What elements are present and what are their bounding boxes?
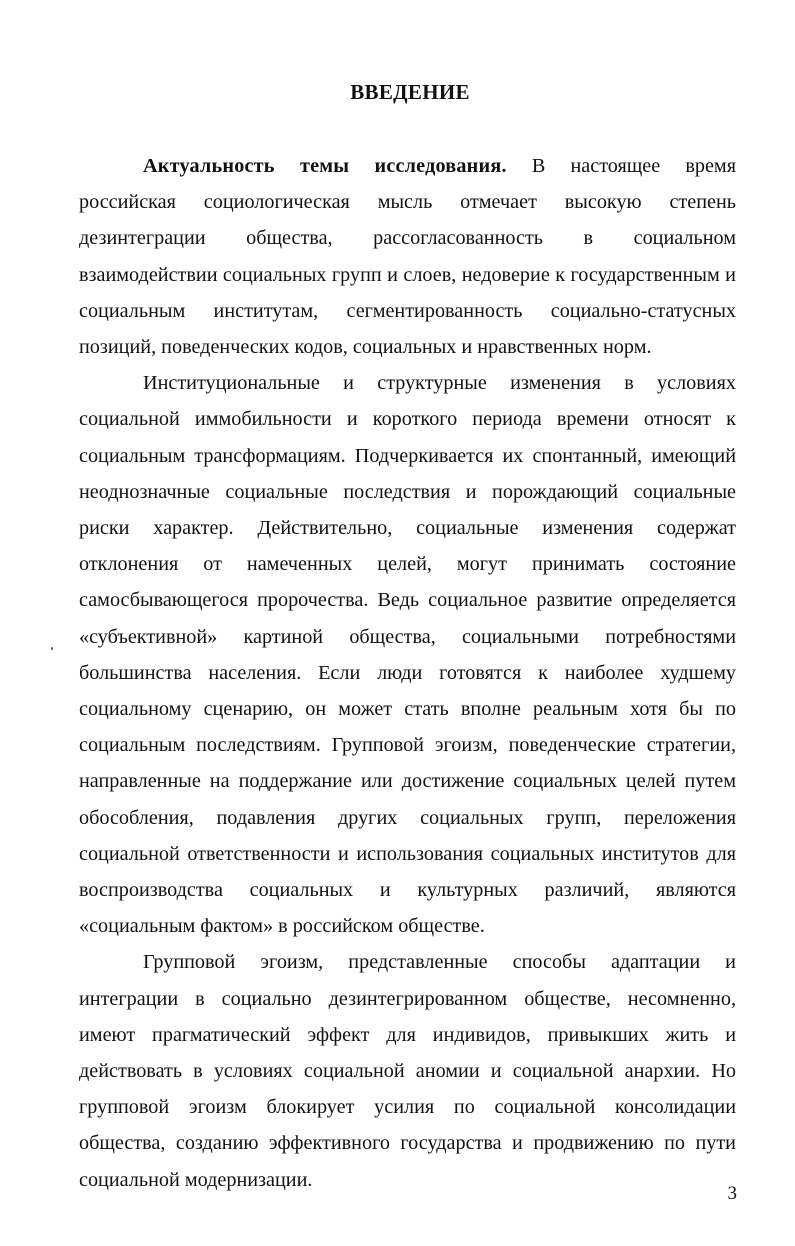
page-number: 3 [727,1183,737,1204]
body-text [79,148,736,1198]
paragraph-group-egoism: Групповой эгоизм, представленные способы адаптации и интеграции в социально дезинтегрированном обществе, несомненно, имеют прагматический эффект для индивидов, привыкших жить и действовать в условиях социальной аномии и социальной анархии. Но групповой эгоизм блокирует усилия по социальной консолидации общества, созданию эффективного государства и продвижению по пути социальной модернизации. [79,951,736,1191]
paragraph-relevance [79,148,736,365]
page-title: ВВЕДЕНИЕ [350,80,470,104]
paragraph-lead: Актуальность темы исследования. [143,155,507,177]
paragraph-text: В настоящее время российская социологическая мысль отмечает высокую степень дезинтеграции общества, рассогласованность в социальном взаимодействии социальных групп и слоев, недоверие к государственным и социальным институтам, сегментированность социально-статусных позиций, поведенческих кодов, социальных и нравственных норм. [79,155,736,359]
paragraph-institutional-changes: Институциональные и структурные изменения в условиях социальной иммобильности и короткого периода времени относят к социальным трансформациям. Подчеркивается их спонтанный, имеющий неоднозначные социальные последствия и порождающий социальные риски характер. Действительно, социальные изменения содержат отклонения от намеченных целей, могут принимать состояние самосбывающегося пророчества. Ведь социальное развитие определяется «субъективной» картиной общества, социальными потребностями большинства населения. Если люди готовятся к наиболее худшему социальному сценарию, он может стать вполне реальным хотя бы по социальным последствиям. Групповой эгоизм, поведенческие стратегии, направленные на поддержание или достижение социальных целей путем обособления, подавления других социальных групп, переложения социальной ответственности и использования социальных институтов для воспроизводства социальных и культурных различий, являются «социальным фактом» в российском обществе. [79,372,736,938]
scan-speck [51,647,53,650]
